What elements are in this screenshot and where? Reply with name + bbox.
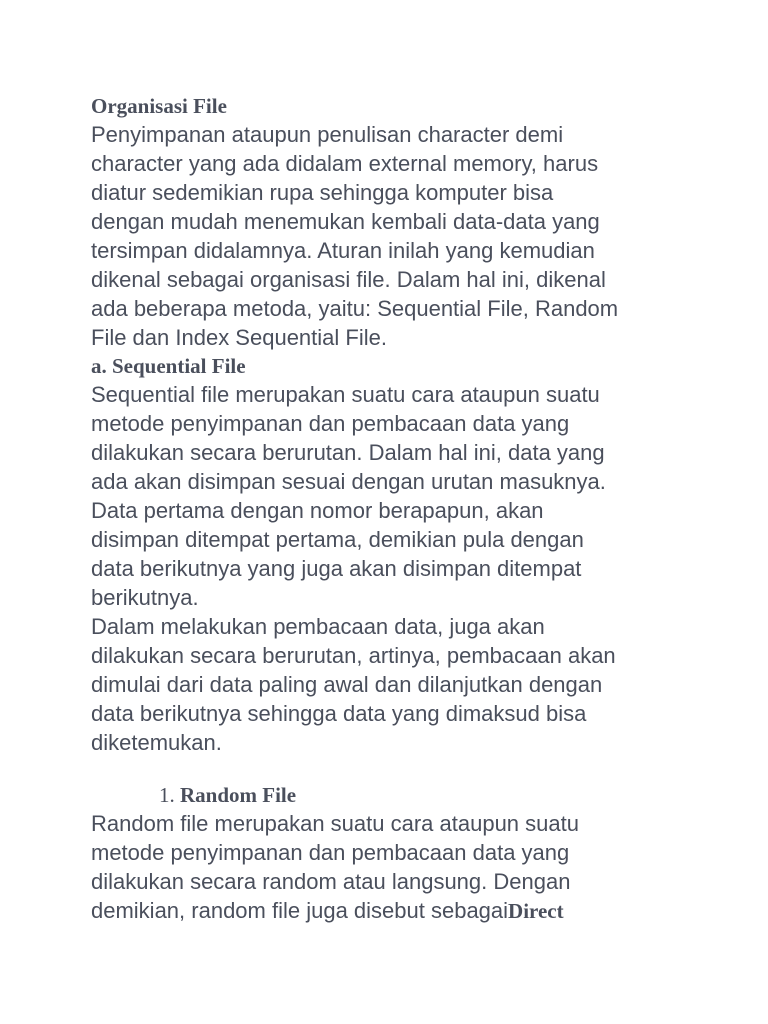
- text-line-last: [91, 896, 691, 926]
- section-paragraph-organisasi-file: [91, 120, 691, 352]
- text-line: dikenal sebagai organisasi file. Dalam hal ini, dikenal: [91, 267, 606, 292]
- text-line: Data pertama dengan nomor berapapun, akan: [91, 498, 544, 523]
- section-paragraph-random-file: [91, 809, 691, 926]
- text-line: data berikutnya yang juga akan disimpan ditempat: [91, 556, 582, 581]
- text-line: dimulai dari data paling awal dan dilanjutkan dengan: [91, 672, 603, 697]
- section-heading-random-file: [91, 781, 691, 809]
- text-line: berikutnya.: [91, 585, 199, 610]
- heading-text: Random File: [180, 783, 297, 807]
- list-number: 1.: [159, 783, 175, 807]
- text-line: dilakukan secara berurutan, artinya, pembacaan akan: [91, 643, 616, 668]
- text-fragment: demikian, random file juga disebut sebagai: [91, 898, 509, 923]
- text-line: diketemukan.: [91, 730, 222, 755]
- text-line: dengan mudah menemukan kembali data-data yang: [91, 209, 600, 234]
- section-heading-sequential-file: a. Sequential File: [91, 354, 246, 378]
- text-line: dilakukan secara berurutan. Dalam hal ini, data yang: [91, 440, 605, 465]
- section-paragraph-sequential-file: [91, 380, 691, 757]
- text-line: disimpan ditempat pertama, demikian pula dengan: [91, 527, 584, 552]
- bold-term: Direct: [508, 899, 564, 923]
- text-line: diatur sedemikian rupa sehingga komputer bisa: [91, 180, 554, 205]
- text-line: Sequential file merupakan suatu cara ataupun suatu: [91, 382, 600, 407]
- text-line: ada akan disimpan sesuai dengan urutan masuknya.: [91, 469, 606, 494]
- text-line: tersimpan didalamnya. Aturan inilah yang kemudian: [91, 238, 595, 263]
- section-heading-organisasi-file: Organisasi File: [91, 94, 227, 118]
- document-page: [91, 92, 691, 926]
- text-line: dilakukan secara random atau langsung. Dengan: [91, 869, 571, 894]
- text-line: metode penyimpanan dan pembacaan data yang: [91, 840, 570, 865]
- text-line: Random file merupakan suatu cara ataupun suatu: [91, 811, 579, 836]
- text-line: data berikutnya sehingga data yang dimaksud bisa: [91, 701, 587, 726]
- text-line: ada beberapa metoda, yaitu: Sequential File, Random: [91, 296, 619, 321]
- text-line: Dalam melakukan pembacaan data, juga akan: [91, 614, 545, 639]
- text-line: metode penyimpanan dan pembacaan data yang: [91, 411, 570, 436]
- text-line: character yang ada didalam external memory, harus: [91, 151, 599, 176]
- text-line: Penyimpanan ataupun penulisan character demi: [91, 122, 564, 147]
- text-line: File dan Index Sequential File.: [91, 325, 387, 350]
